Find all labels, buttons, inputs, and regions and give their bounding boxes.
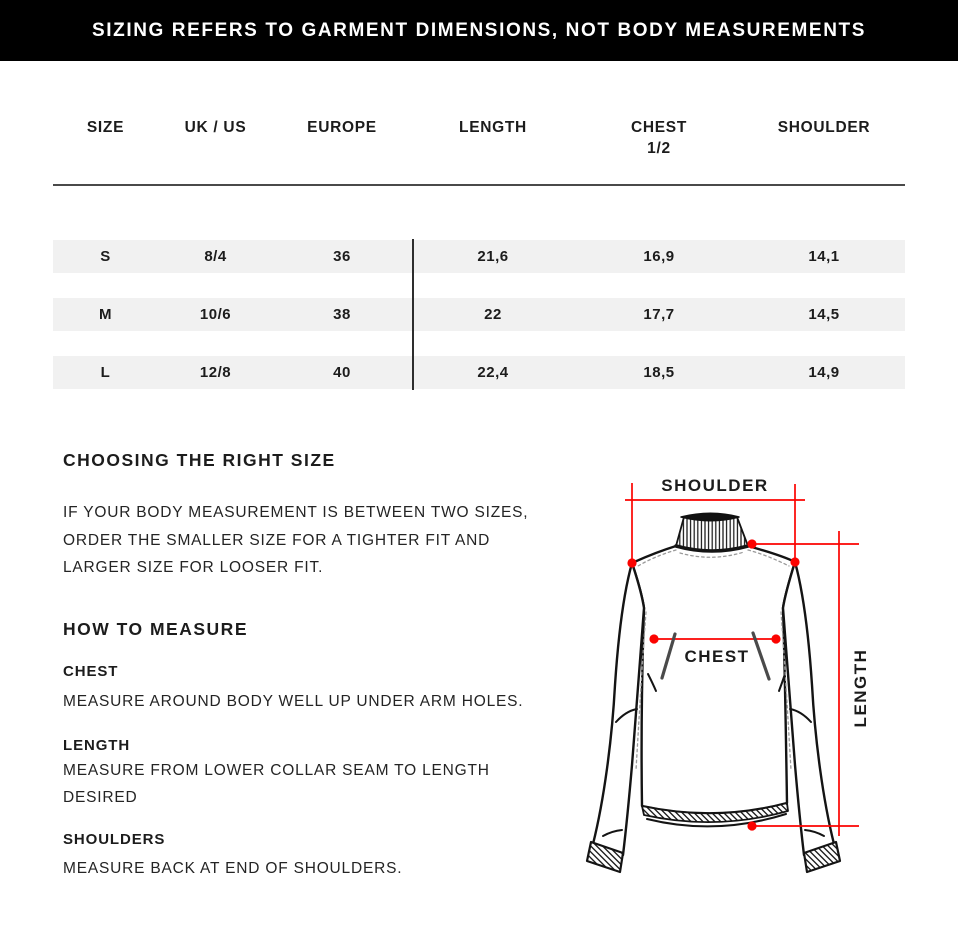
choosing-size-heading: CHOOSING THE RIGHT SIZE [63, 450, 336, 470]
cell-europe: 40 [333, 364, 351, 381]
paragraph-line: LARGER SIZE FOR LOOSER FIT. [63, 559, 324, 576]
measure-shoulders-label: SHOULDERS [63, 831, 166, 848]
measure-shoulders-text [63, 856, 402, 883]
cell-ukus: 12/8 [199, 364, 232, 381]
table-row-size-s [53, 240, 905, 273]
sweater-drawing [587, 513, 840, 872]
column-header-size: SIZE [86, 119, 125, 136]
measure-chest-label: CHEST [63, 663, 119, 680]
cell-size: S [100, 248, 111, 265]
cell-length: 22 [484, 306, 502, 323]
cell-shoulder: 14,9 [808, 364, 840, 381]
cell-chest: 17,7 [643, 306, 675, 323]
measure-text-line: MEASURE AROUND BODY WELL UP UNDER ARM HOLES. [63, 693, 524, 710]
right-shoulder-point [790, 557, 799, 566]
sizing-disclaimer-text: SIZING REFERS TO GARMENT DIMENSIONS, NOT BODY MEASUREMENTS [91, 19, 867, 41]
sweater-measurement-diagram [570, 460, 958, 931]
length-diagram-label: LENGTH [851, 648, 870, 728]
measure-length-text [63, 758, 490, 811]
column-header-chest: CHEST 1/2 [575, 117, 743, 159]
measure-text-line: DESIRED [63, 788, 138, 806]
chest-left-point [649, 634, 658, 643]
chest-right-point [771, 634, 780, 643]
cell-ukus: 10/6 [199, 306, 232, 323]
paragraph-line: ORDER THE SMALLER SIZE FOR A TIGHTER FIT AND [63, 531, 491, 549]
column-header-ukus: UK / US [184, 119, 247, 136]
paragraph-line: IF YOUR BODY MEASUREMENT IS BETWEEN TWO SIZES, [63, 504, 529, 521]
cell-europe: 36 [333, 248, 351, 265]
cell-size: L [100, 364, 111, 381]
cell-europe: 38 [333, 306, 351, 323]
column-header-chest-sub: 1/2 [647, 140, 671, 157]
choosing-size-paragraph [63, 499, 528, 582]
measure-length-label: LENGTH [63, 737, 131, 754]
cell-shoulder: 14,1 [808, 248, 840, 265]
cell-chest: 16,9 [643, 248, 675, 265]
cell-ukus: 8/4 [204, 248, 227, 265]
table-row-size-m [53, 298, 905, 331]
size-table-header [53, 117, 905, 159]
sizing-disclaimer-banner [0, 0, 958, 61]
table-column-divider [412, 239, 414, 390]
how-to-measure-heading: HOW TO MEASURE [63, 619, 248, 639]
measure-chest-text [63, 689, 523, 716]
hem-point [747, 821, 756, 830]
measure-text-line: MEASURE BACK AT END OF SHOULDERS. [63, 860, 403, 877]
cell-length: 22,4 [477, 364, 509, 381]
cell-shoulder: 14,5 [808, 306, 840, 323]
measure-text-line: MEASURE FROM LOWER COLLAR SEAM TO LENGTH [63, 762, 490, 779]
table-row-size-l [53, 356, 905, 389]
column-header-length: LENGTH [459, 119, 527, 136]
column-header-shoulder: SHOULDER [777, 119, 871, 136]
chest-diagram-label: CHEST [684, 647, 750, 666]
table-header-rule [53, 184, 905, 186]
shoulder-diagram-label: SHOULDER [661, 476, 769, 495]
left-shoulder-point [627, 558, 636, 567]
cell-size: M [99, 306, 112, 323]
sweater-collar-top-lip [681, 513, 739, 521]
collar-point [747, 539, 756, 548]
sweater-torso [632, 546, 795, 813]
cell-length: 21,6 [477, 248, 509, 265]
cell-chest: 18,5 [643, 364, 675, 381]
sweater-collar [676, 517, 748, 551]
column-header-europe: EUROPE [307, 119, 377, 136]
